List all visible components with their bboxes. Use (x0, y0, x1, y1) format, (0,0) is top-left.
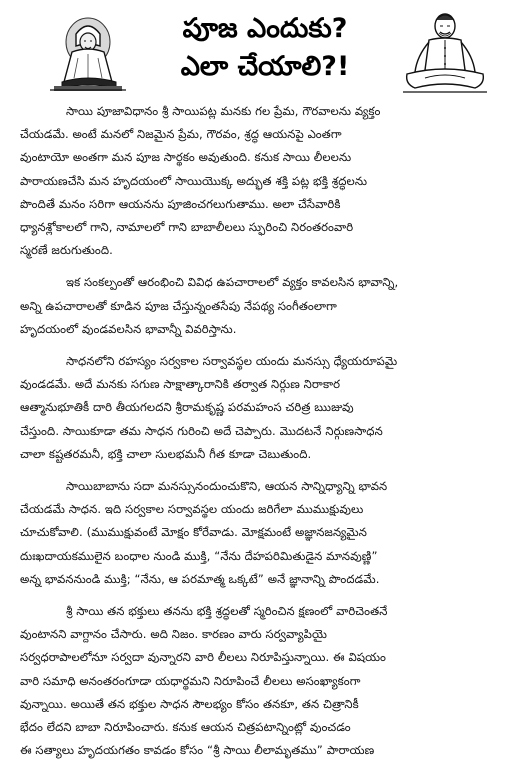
paragraph-3 (20, 350, 518, 466)
text-line: చేయడమే సాధన. ఇది సర్వకాల సర్వావస్థల యందు జరిగేలా ముముక్షువులు (20, 502, 364, 517)
text-line: చాలా కష్టతరమనీ, భక్తి చాలా సులభమనీ గీత కూడా చెబుతుంది. (20, 446, 312, 461)
text-line: చేయడమే. అంటే మనలో నిజమైన ప్రేమ, గౌరవం, శ్రద్ధ ఆయనపై ఎంతగా (20, 127, 342, 142)
text-line: దుఃఖదాయకములైన బంధాల నుండి ముక్తి, “నేను దేహపరిమితుడైన మానవుణ్ణి” (20, 548, 378, 563)
text-line: వుంటానని వాగ్దానం చేసారు. అది నిజం. కారణం వారు సర్వవ్యాపియై (20, 627, 327, 642)
article-body (20, 100, 518, 771)
text-line: వుండడమే. అదే మనకు సగుణ సాక్షాత్కారానికి తర్వాత నిర్గుణ నిరాకార (20, 377, 341, 392)
text-line: అన్ని ఉపచారాలతో కూడిన పూజ చేస్తున్నంతసేపు నేపథ్య సంగీతంలాగా (20, 298, 337, 313)
text-line: సర్వధరాపాలలోనూ సర్వదా వున్నారని వారి లీలలు నిరూపిస్తున్నాయి. ఈ విషయం (20, 650, 387, 665)
text-line: ఆత్మానుభూతికీ దారి తీయగలదని శ్రీరామకృష్ణ పరమహంస చరిత్ర ఋజువు (20, 400, 354, 415)
text-line: సాయి పూజావిధానం శ్రీ సాయిపట్ల మనకు గల ప్రేమ, గౌరవాలను వ్యక్తం (66, 104, 381, 118)
text-line: హృదయంలో వుండవలసిన భావాన్నీ వివరిస్తాను. (20, 321, 237, 336)
devotee-illustration (395, 8, 495, 96)
text-line: వున్నాయి. అయితే తన భక్తుల సాధన సౌలభ్యం కోసం తనకూ, తన చిత్రానికీ (20, 696, 359, 711)
paragraph-2 (20, 271, 518, 341)
paragraph-1 (20, 100, 518, 262)
paragraph-5 (20, 600, 518, 762)
text-line: ధ్యానశ్లోకాలలో గాని, నామాలలో గాని బాబాలీలలు స్ఫురించి నిరంతరంవారి (20, 220, 354, 235)
text-line: శ్రీ సాయి తన భక్తులు తనను భక్తి శ్రద్ధలతో స్మరించిన క్షణంలో వారిచెంతనే (66, 604, 388, 619)
title-line-1: పూజ ఎందుకు? (182, 13, 348, 44)
paragraph-4 (20, 475, 518, 591)
text-line: ఈ సత్యాలు హృదయగతం కావడం కోసం “శ్రీ సాయి లీలామృతము” పారాయణ (20, 743, 375, 758)
sai-baba-illustration (42, 12, 134, 92)
text-line: సాయిబాబాను సదా మనస్సునందుంచుకొని, ఆయన సాన్నిధ్యాన్ని భావన (66, 479, 388, 494)
page-header (0, 0, 520, 100)
title-line-2: ఎలా చేయాలి?! (180, 51, 350, 82)
text-line: చూచుకోవాలి. (ముముక్షువంటే మోక్షం కోరేవాడు. మోక్షమంటే అజ్ఞానజన్యమైన (20, 525, 368, 540)
text-line: అన్న భావననుండి ముక్తి; “నేను, ఆ పరమాత్మ ఒక్కటే” అనే జ్ఞానాన్ని పొందడమే. (20, 571, 380, 586)
text-line: వారి సమాధి అనంతరంగూడా యధార్థమని నిరూపించే లీలలు అసంఖ్యాకంగా (20, 673, 361, 688)
text-line: పారాయణచేసి మన హృదయంలో సాయియొక్క అద్భుత శక్తి పట్ల భక్తి శ్రద్ధలను (20, 173, 368, 188)
text-line: సాధనలోని రహస్యం సర్వకాల సర్వావస్థల యందు మనస్సు ధ్యేయరూపమై (66, 354, 398, 369)
text-line: భేదం లేదని బాబా నిరూపించారు. కనుక ఆయన చిత్రపటాన్నింట్లో వుంచడం (20, 720, 351, 735)
text-line: చేస్తుంది. సాయికూడా తమ సాధన గురించి అదే చెప్పారు. మొదటనే నిర్గుణసాధన (20, 423, 383, 438)
text-line: ఇక సంకల్పంతో ఆరంభించి వివిధ ఉపచారాలలో వ్యక్తం కావలసిన భావాన్ని, (66, 275, 399, 290)
text-line: స్మరణే జరుగుతుంది. (20, 243, 113, 258)
page-title (150, 10, 380, 86)
text-line: వుంటాయో అంతగా మన పూజ సార్థకం అవుతుంది. కనుక సాయి లీలలను (20, 150, 352, 165)
text-line: పొందితే మనం సరిగా ఆయనను పూజించగలుగుతాము. అలా చేసేవారికి (20, 196, 341, 211)
